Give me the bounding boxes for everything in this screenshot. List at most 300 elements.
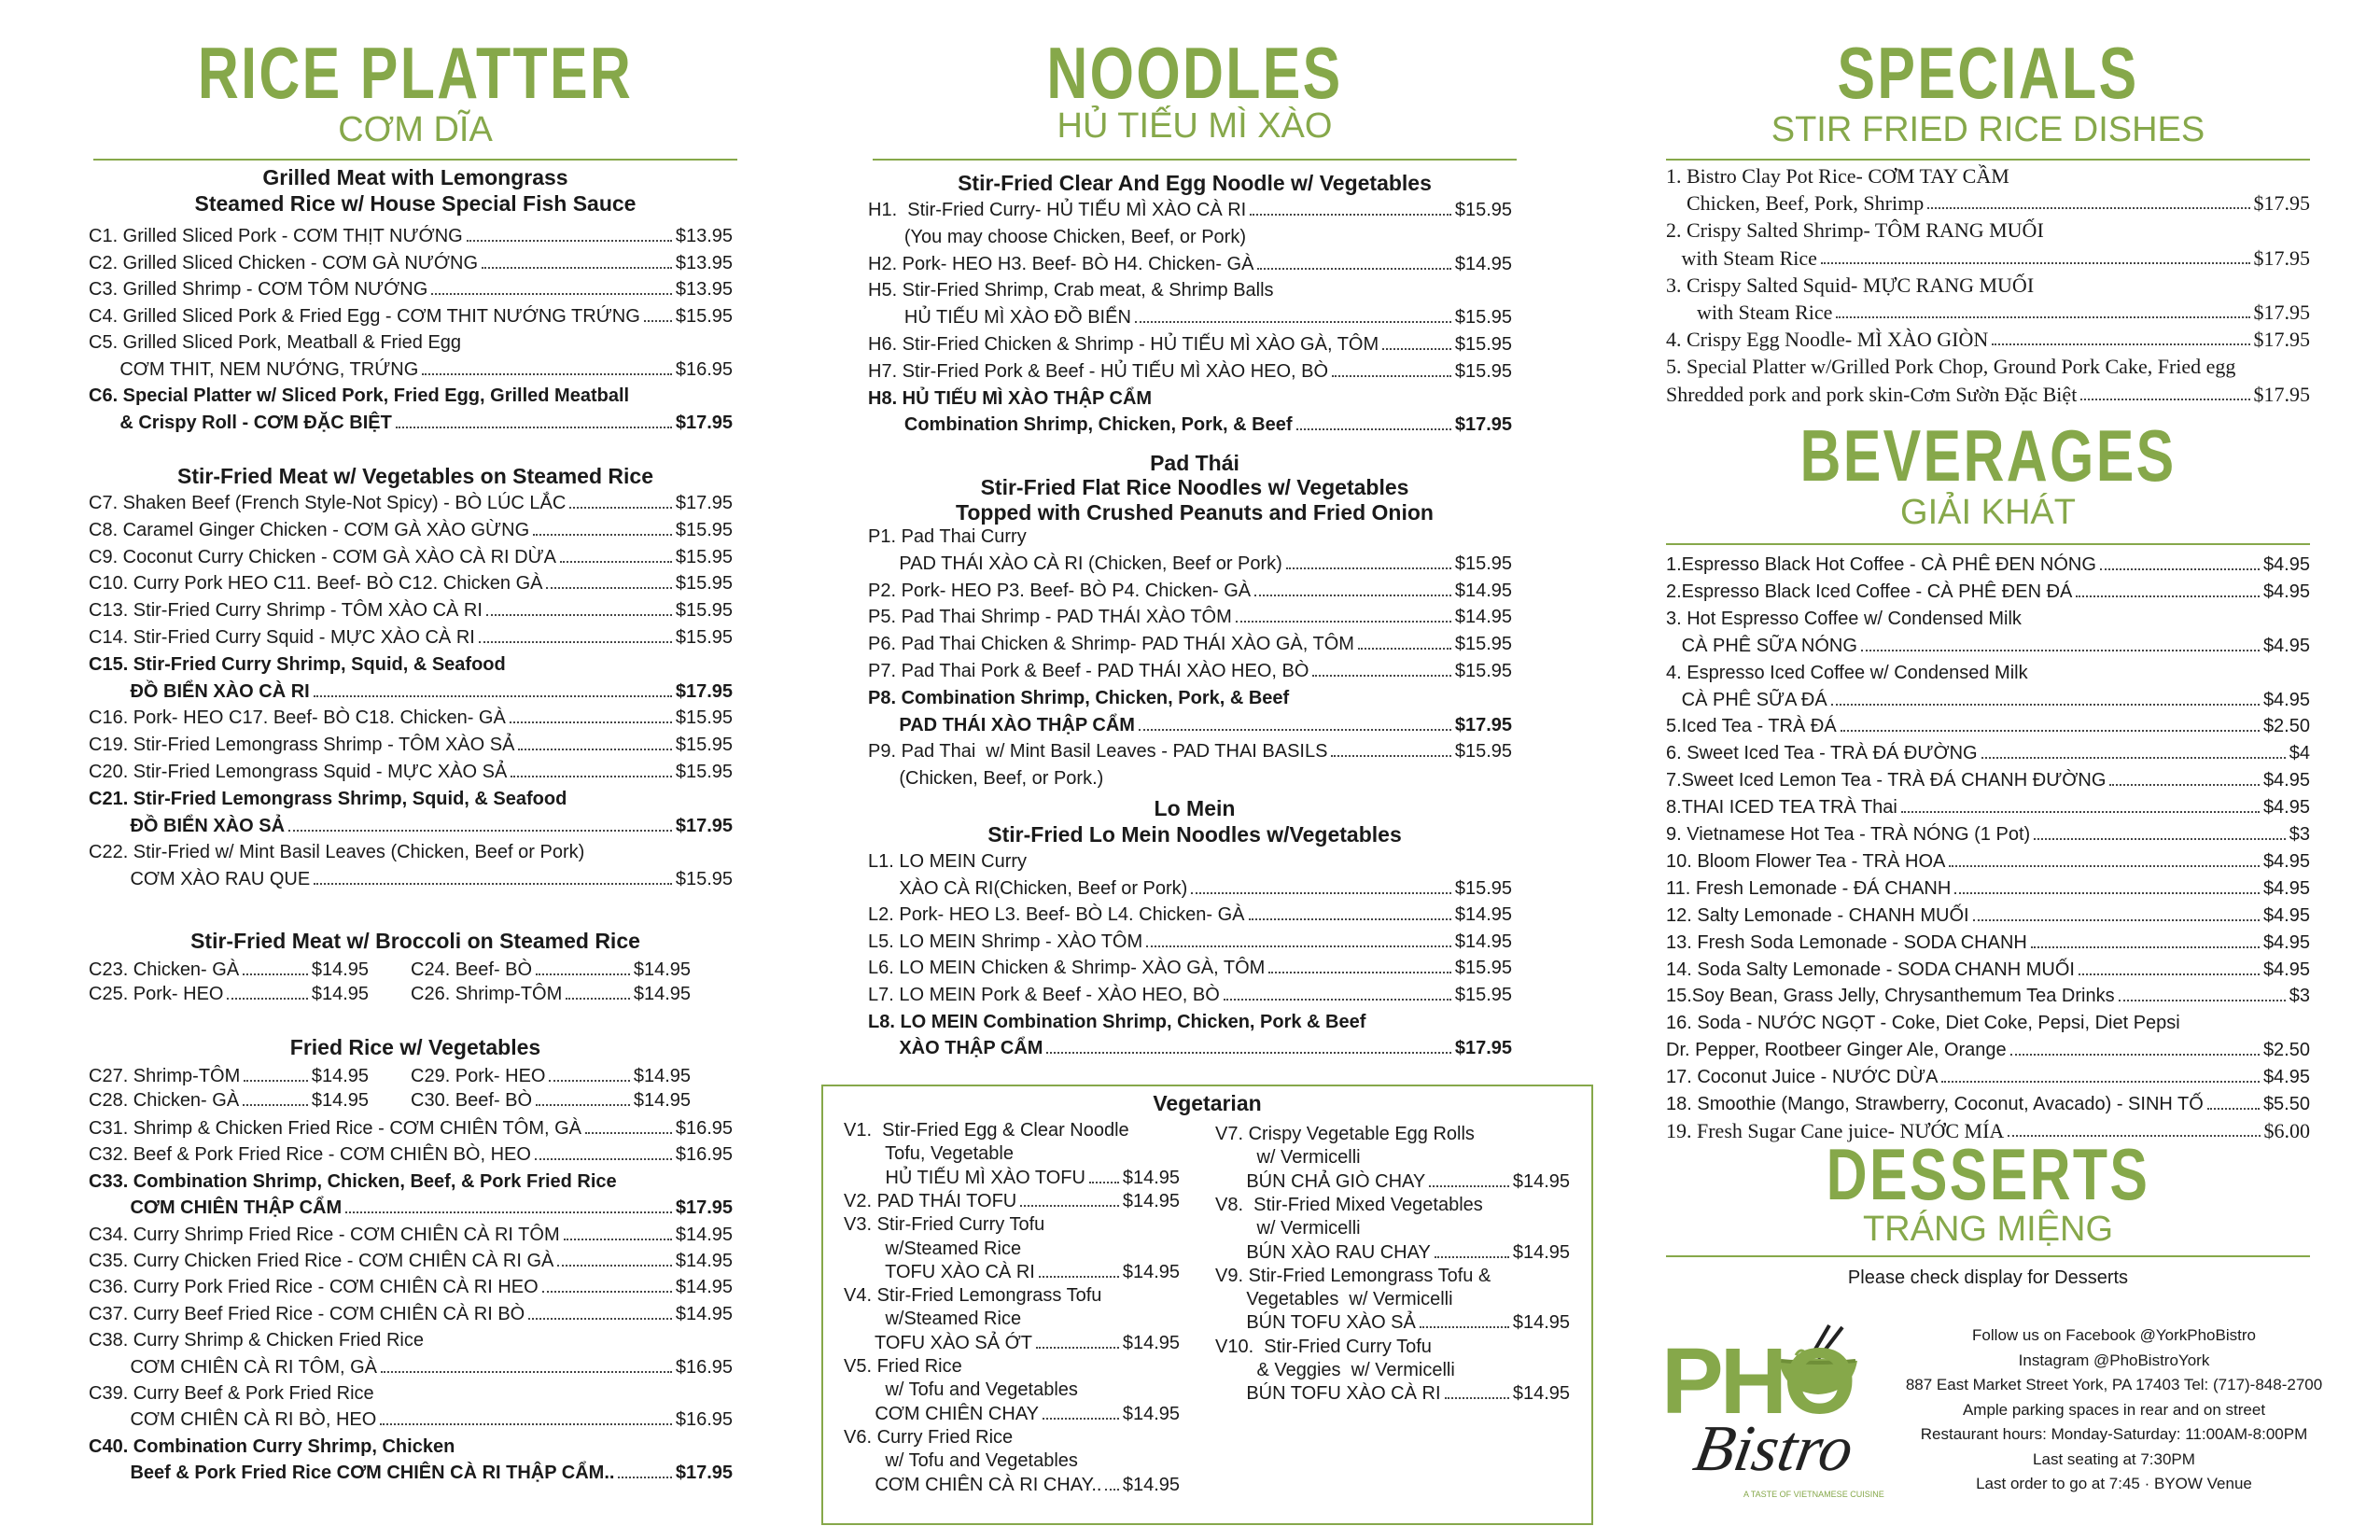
menu-item: [844, 1449, 1180, 1473]
menu-item-text: L5. LO MEIN Shrimp - XÀO TÔM: [868, 931, 1143, 952]
menu-item-price: $14.95: [675, 1303, 733, 1324]
menu-item-text: (Chicken, Beef, or Pork.): [868, 768, 1104, 790]
vegetarian-box: [821, 1085, 1593, 1525]
menu-item-price: $15.95: [1454, 877, 1512, 899]
menu-item-price: $15.95: [1454, 200, 1512, 220]
menu-item: [1666, 164, 2310, 189]
noodles-section-padthai-3: Topped with Crushed Peanuts and Fried Onion: [956, 500, 1434, 525]
menu-item-price: $17.95: [675, 815, 733, 836]
leader-dots: [1861, 650, 2260, 651]
menu-item-text: V10. Stir-Fried Curry Tofu: [1215, 1336, 1432, 1357]
menu-item-price: $16.95: [675, 1409, 733, 1431]
menu-item-text: 4. Espresso Iced Coffee w/ Condensed Milk: [1666, 662, 2028, 683]
menu-item-text: V5. Fried Rice: [844, 1356, 962, 1377]
desserts-title: DESSERTS: [1826, 1133, 2150, 1215]
menu-item-text: TOFU XÀO CÀ RI: [844, 1261, 1035, 1282]
leader-dots: [528, 1318, 672, 1320]
menu-item: [89, 251, 733, 275]
leader-dots: [380, 1423, 672, 1425]
menu-item-price: $15.95: [1454, 634, 1512, 655]
menu-item-price: $14.95: [1454, 580, 1512, 601]
leader-dots: [1445, 1397, 1509, 1399]
menu-item-price: $4.95: [2262, 904, 2310, 926]
menu-item: [89, 652, 733, 677]
menu-item-text: 8.THAI ICED TEA TRÀ Thai: [1666, 797, 1897, 819]
menu-item: [89, 679, 733, 704]
beverages-subtitle: GIẢI KHÁT: [1900, 493, 2076, 532]
menu-item: [89, 518, 733, 542]
menu-item-text: C30. Beef- BÒ: [411, 1090, 533, 1111]
menu-item-price: $15.95: [675, 600, 733, 622]
menu-item-text: Beef & Pork Fried Rice CƠM CHIÊN CÀ RI THẬP CẨM..: [89, 1463, 615, 1484]
desserts-divider: [1666, 1255, 2310, 1257]
menu-item: [89, 1381, 733, 1406]
menu-item-text: 6. Sweet Iced Tea - TRÀ ĐÁ ĐƯỜNG: [1666, 743, 1978, 764]
footer-line: Instagram @PhoBistroYork: [2018, 1351, 2210, 1369]
menu-item: [1215, 1287, 1570, 1311]
menu-item: [868, 686, 1512, 710]
menu-item: [1666, 741, 2310, 765]
menu-item: [868, 632, 1512, 656]
menu-item-price: $3: [2289, 824, 2310, 845]
menu-item: [89, 867, 733, 891]
menu-item: [89, 1249, 733, 1273]
menu-item-text: w/ Vermicelli: [1215, 1218, 1361, 1239]
menu-item-text: CƠM CHIÊN CÀ RI BÒ, HEO: [89, 1409, 377, 1431]
menu-item-text: P1. Pad Thai Curry: [868, 526, 1027, 547]
noodles-title: NOODLES: [1046, 32, 1343, 114]
menu-item-text: 11. Fresh Lemonade - ĐÁ CHANH: [1666, 877, 1952, 899]
menu-item-text: C21. Stir-Fried Lemongrass Shrimp, Squid, & Seafood: [89, 788, 567, 809]
menu-item-text: BÚN CHẢ GIÒ CHAY: [1215, 1170, 1426, 1192]
noodles-section-lomein-1: Lo Mein: [1154, 796, 1236, 820]
menu-item-text: 7.Sweet Iced Lemon Tea - TRÀ ĐÁ CHANH ĐƯỜNG: [1666, 770, 2107, 791]
menu-item: [868, 525, 1512, 549]
menu-item: [89, 598, 733, 623]
menu-item: [868, 766, 1512, 791]
menu-item-price: $17.95: [2253, 245, 2310, 270]
menu-item: [89, 706, 733, 730]
leader-dots: [1191, 892, 1451, 894]
menu-item-price: $4.95: [2262, 770, 2310, 791]
leader-dots: [2076, 595, 2260, 597]
menu-item-price: $14.95: [633, 984, 691, 1004]
menu-item-text: P8. Combination Shrimp, Chicken, Pork, & Beef: [868, 687, 1290, 708]
menu-item-text: 14. Soda Salty Lemonade - SODA CHANH MUỐI: [1666, 959, 2075, 980]
menu-item-text: C26. Shrimp-TÔM: [411, 984, 563, 1004]
menu-item: [844, 1212, 1180, 1237]
menu-item: [89, 277, 733, 301]
menu-item-price: $4.95: [2262, 797, 2310, 819]
beverages-divider: [1666, 543, 2310, 545]
menu-item: [1666, 580, 2310, 604]
leader-dots: [2031, 946, 2260, 948]
menu-item-text: HỦ TIẾU MÌ XÀO ĐỒ BIỂN: [868, 307, 1131, 329]
menu-item: [844, 1331, 1180, 1355]
menu-item-text: C34. Curry Shrimp Fried Rice - CƠM CHIÊN CÀ RI TÔM: [89, 1224, 560, 1245]
menu-item: [1666, 246, 2310, 271]
leader-dots: [1331, 755, 1450, 757]
menu-item-text: C6. Special Platter w/ Sliced Pork, Fried Egg, Grilled Meatball: [89, 385, 630, 406]
leader-dots: [1224, 999, 1451, 1001]
menu-item: [89, 1223, 733, 1247]
leader-dots: [1039, 1276, 1119, 1278]
menu-item: [868, 1036, 1512, 1060]
leader-dots: [1043, 1418, 1119, 1420]
menu-item-text: C25. Pork- HEO: [89, 984, 224, 1004]
menu-item: [844, 1473, 1180, 1497]
menu-item-text: (You may choose Chicken, Beef, or Pork): [868, 226, 1246, 247]
leader-dots: [546, 587, 671, 589]
leader-dots: [1105, 1489, 1118, 1491]
leader-dots: [2079, 973, 2260, 975]
menu-item-price: $4.95: [2262, 877, 2310, 899]
menu-item: [1215, 1264, 1570, 1288]
menu-item-text: V8. Stir-Fried Mixed Vegetables: [1215, 1194, 1483, 1215]
menu-item: [1666, 634, 2310, 658]
menu-item-price: $15.95: [675, 707, 733, 729]
menu-item-text: 18. Smoothie (Mango, Strawberry, Coconut, Avacado) - SINH TỐ: [1666, 1094, 2204, 1114]
leader-dots: [345, 1211, 672, 1213]
desserts-note: Please check display for Desserts: [1847, 1267, 2129, 1288]
leader-dots: [1927, 207, 2249, 209]
menu-item-text: C23. Chicken- GÀ: [89, 959, 240, 980]
menu-item-text: with Steam Rice: [1666, 245, 1817, 270]
menu-item-text: w/ Tofu and Vegetables: [844, 1450, 1078, 1472]
leader-dots: [243, 973, 308, 975]
menu-item: [868, 278, 1512, 302]
menu-item-price: $17.95: [2253, 328, 2310, 352]
menu-item-text: CƠM XÀO RAU QUE: [89, 869, 311, 890]
noodles-divider: [873, 159, 1517, 161]
logo-text-bistro: Bistro: [1688, 1413, 1859, 1485]
menu-item-text: C22. Stir-Fried w/ Mint Basil Leaves (Chicken, Beef or Pork): [89, 842, 585, 863]
footer-line: Ample parking spaces in rear and on street: [1962, 1400, 2266, 1419]
menu-item-text: P7. Pad Thai Pork & Beef - PAD THÁI XÀO HEO, BÒ: [868, 661, 1309, 681]
menu-item-price: $15.95: [675, 546, 733, 567]
leader-dots: [1831, 704, 2260, 706]
leader-dots: [1973, 919, 2260, 921]
menu-item-text: C33. Combination Shrimp, Chicken, Beef, & Pork Fried Rice: [89, 1170, 617, 1192]
menu-item-price: $15.95: [675, 735, 733, 756]
menu-item-price: $6.00: [2263, 1118, 2310, 1142]
menu-item-text: w/Steamed Rice: [844, 1238, 1022, 1259]
menu-item-text: Shredded pork and pork skin-Cơm Sườn Đặc Biệt: [1666, 382, 2078, 406]
menu-item-text: C20. Stir-Fried Lemongrass Squid - MỰC XÀO SẢ: [89, 762, 508, 782]
leader-dots: [535, 1158, 672, 1160]
menu-item-text: w/Steamed Rice: [844, 1309, 1022, 1330]
leader-dots: [1020, 1205, 1119, 1207]
leader-dots: [518, 749, 671, 750]
menu-item-text: ĐỒ BIỂN XÀO SẢ: [89, 815, 286, 836]
menu-item-price: $4: [2289, 743, 2310, 764]
leader-dots: [1312, 675, 1450, 677]
menu-item: [844, 1141, 1180, 1166]
menu-item: [411, 1088, 691, 1113]
menu-item: [1215, 1216, 1570, 1240]
logo-text-pho: PHO: [1661, 1329, 1853, 1434]
menu-item: [89, 411, 733, 435]
menu-item-price: $15.95: [675, 627, 733, 648]
menu-item-text: 12. Salty Lemonade - CHANH MUỐI: [1666, 904, 1969, 926]
menu-item-text: 5. Special Platter w/Grilled Pork Chop, Ground Pork Cake, Fried egg: [1666, 355, 2236, 379]
menu-item: [868, 876, 1512, 901]
menu-item-text: PAD THÁI XÀO CÀ RI (Chicken, Beef or Pork): [868, 553, 1282, 574]
menu-item-text: C29. Pork- HEO: [411, 1066, 546, 1086]
menu-item: [844, 1283, 1180, 1308]
menu-item-text: C4. Grilled Sliced Pork & Fried Egg - CƠM THIT NƯỚNG TRỨNG: [89, 305, 640, 327]
menu-item-price: $4.95: [2262, 635, 2310, 656]
pho-bistro-logo: [1652, 1316, 1904, 1512]
leader-dots: [536, 973, 630, 975]
menu-item: [844, 1378, 1180, 1402]
menu-item-price: $2.50: [2262, 1040, 2310, 1061]
menu-item-text: C16. Pork- HEO C17. Beef- BÒ C18. Chicken- GÀ: [89, 707, 506, 729]
logo-tagline: A TASTE OF VIETNAMESE CUISINE: [1743, 1490, 1884, 1499]
menu-item: [1215, 1169, 1570, 1194]
specials-subtitle: STIR FRIED RICE DISHES: [1771, 110, 2205, 149]
menu-item-price: $14.95: [675, 1224, 733, 1245]
menu-item: [1666, 768, 2310, 792]
menu-item: [1666, 607, 2310, 631]
menu-item-price: $15.95: [675, 573, 733, 595]
menu-item-price: $14.95: [1454, 253, 1512, 274]
menu-item: [89, 1328, 733, 1352]
leader-dots: [1429, 1185, 1509, 1187]
menu-item-text: ĐỒ BIỂN XÀO CÀ RI: [89, 680, 310, 702]
menu-item-text: 1. Bistro Clay Pot Rice- CƠM TAY CẦM: [1666, 164, 2009, 188]
menu-item-text: C28. Chicken- GÀ: [89, 1090, 240, 1111]
leader-dots: [1257, 268, 1450, 270]
menu-item-price: $14.95: [311, 984, 369, 1004]
menu-item-text: 2.Espresso Black Iced Coffee - CÀ PHÊ ĐEN ĐÁ: [1666, 581, 2073, 602]
menu-item-price: $17.95: [2253, 191, 2310, 216]
leader-dots: [2119, 1000, 2286, 1001]
menu-item: [1666, 273, 2310, 298]
menu-item-price: $17.95: [675, 1463, 733, 1484]
menu-item-text: V4. Stir-Fried Lemongrass Tofu: [844, 1285, 1102, 1307]
menu-item: [1666, 714, 2310, 738]
menu-item: [411, 1064, 691, 1088]
menu-item-text: Chicken, Beef, Pork, Shrimp: [1666, 191, 1925, 216]
menu-item-text: BÚN TOFU XÀO SẢ: [1215, 1312, 1416, 1334]
menu-item-text: w/ Vermicelli: [1215, 1147, 1361, 1169]
menu-item-text: BÚN TOFU XÀO CÀ RI: [1215, 1383, 1441, 1405]
menu-item: [89, 733, 733, 757]
menu-item-text: 15.Soy Bean, Grass Jelly, Chrysanthemum Tea Drinks: [1666, 986, 2115, 1007]
menu-item: [1666, 1011, 2310, 1035]
rice-section-broccoli: Stir-Fried Meat w/ Broccoli on Steamed Rice: [190, 929, 640, 953]
menu-item-text: & Crispy Roll - CƠM ĐẶC BIỆT: [89, 412, 392, 433]
menu-item-price: $14.95: [1122, 1190, 1180, 1211]
menu-item: [844, 1425, 1180, 1449]
beverages-title: BEVERAGES: [1799, 414, 2177, 497]
menu-item-text: C24. Beef- BÒ: [411, 959, 533, 980]
leader-dots: [2109, 784, 2260, 786]
menu-item-text: L7. LO MEIN Pork & Beef - XÀO HEO, BÒ: [868, 985, 1220, 1005]
menu-item-text: 1.Espresso Black Hot Coffee - CÀ PHÊ ĐEN NÓNG: [1666, 554, 2096, 575]
menu-item: [89, 1088, 369, 1113]
menu-item: [868, 713, 1512, 737]
menu-item-price: $14.95: [311, 1066, 369, 1086]
leader-dots: [557, 1265, 671, 1267]
menu-item-text: P5. Pad Thai Shrimp - PAD THÁI XÀO TÔM: [868, 607, 1232, 628]
menu-item: [868, 849, 1512, 874]
menu-item-price: $15.95: [1454, 334, 1512, 355]
leader-dots: [510, 721, 672, 723]
menu-item: [1666, 876, 2310, 901]
menu-item: [89, 384, 733, 408]
menu-item-price: $15.95: [1454, 360, 1512, 382]
menu-item: [868, 552, 1512, 576]
menu-item: [89, 1116, 733, 1141]
menu-item-text: C37. Curry Beef Fried Rice - CƠM CHIÊN CÀ RI BÒ: [89, 1303, 525, 1324]
menu-item-text: 19. Fresh Sugar Cane juice- NƯỚC MÍA: [1666, 1118, 2005, 1142]
menu-item: [844, 1118, 1180, 1142]
menu-item-price: $14.95: [675, 1251, 733, 1271]
leader-dots: [1941, 1081, 2260, 1083]
leader-dots: [1420, 1326, 1509, 1328]
menu-item-text: L1. LO MEIN Curry: [868, 851, 1028, 872]
menu-item-price: $14.95: [633, 1066, 691, 1086]
menu-item: [1666, 688, 2310, 712]
leader-dots: [1139, 729, 1451, 731]
leader-dots: [1949, 865, 2260, 867]
menu-item-text: P6. Pad Thai Chicken & Shrimp- PAD THÁI XÀO GÀ, TÔM: [868, 634, 1354, 655]
noodles-section-padthai-2: Stir-Fried Flat Rice Noodles w/ Vegetables: [980, 475, 1409, 499]
menu-item: [844, 1307, 1180, 1331]
leader-dots: [1981, 757, 2286, 759]
menu-item: [1666, 553, 2310, 577]
menu-item: [1666, 1065, 2310, 1089]
menu-item: [868, 386, 1512, 411]
menu-item: [89, 491, 733, 515]
menu-item-text: C19. Stir-Fried Lemongrass Shrimp - TÔM XÀO SẢ: [89, 735, 515, 756]
menu-item: [868, 332, 1512, 357]
rice-platter-divider: [93, 159, 737, 161]
leader-dots: [243, 1104, 308, 1106]
menu-item-text: C31. Shrimp & Chicken Fried Rice - CƠM CHIÊN TÔM, GÀ: [89, 1118, 581, 1139]
menu-item-text: V3. Stir-Fried Curry Tofu: [844, 1214, 1045, 1236]
rice-section-stirfried: Stir-Fried Meat w/ Vegetables on Steamed Rice: [177, 464, 653, 488]
menu-item-price: $4.95: [2262, 554, 2310, 575]
menu-item-text: 9. Vietnamese Hot Tea - TRÀ NÓNG (1 Pot): [1666, 824, 2031, 845]
menu-item-price: $14.95: [675, 1277, 733, 1298]
menu-item-text: C10. Curry Pork HEO C11. Beef- BÒ C12. Chicken GÀ: [89, 573, 543, 595]
menu-item: [844, 1354, 1180, 1379]
menu-item-text: C2. Grilled Sliced Chicken - CƠM GÀ NƯỚNG: [89, 252, 479, 273]
menu-item-text: XÀO CÀ RI(Chicken, Beef or Pork): [868, 877, 1188, 899]
menu-item-price: $13.95: [675, 279, 733, 300]
noodles-section-clear-egg: Stir-Fried Clear And Egg Noodle w/ Vegetables: [958, 171, 1432, 195]
menu-item: [1215, 1358, 1570, 1382]
menu-item-text: C9. Coconut Curry Chicken - CƠM GÀ XÀO CÀ RI DỪA: [89, 546, 557, 567]
menu-item: [89, 982, 369, 1006]
menu-item-price: $14.95: [1122, 1403, 1180, 1424]
leader-dots: [1821, 262, 2250, 264]
leader-dots: [536, 1104, 630, 1106]
menu-item-text: H2. Pork- HEO H3. Beef- BÒ H4. Chicken- GÀ: [868, 253, 1254, 274]
menu-item-price: $13.95: [675, 252, 733, 273]
specials-title: SPECIALS: [1837, 32, 2139, 114]
leader-dots: [1146, 945, 1451, 947]
menu-item-price: $16.95: [675, 1118, 733, 1139]
menu-item: [411, 958, 691, 982]
menu-item: [89, 1461, 733, 1485]
menu-item: [89, 330, 733, 355]
menu-item-text: 4. Crispy Egg Noodle- MÌ XÀO GIÒN: [1666, 328, 1989, 352]
menu-item: [868, 903, 1512, 927]
menu-item: [1666, 301, 2310, 325]
leader-dots: [1836, 316, 2249, 318]
leader-dots: [1254, 595, 1451, 596]
menu-item-text: 17. Coconut Juice - NƯỚC DỪA: [1666, 1067, 1939, 1088]
menu-item: [89, 357, 733, 382]
menu-item: [1666, 795, 2310, 819]
vegetarian-title: Vegetarian: [1153, 1091, 1262, 1115]
menu-item: [89, 1355, 733, 1379]
menu-item-text: 3. Hot Espresso Coffee w/ Condensed Milk: [1666, 608, 2022, 629]
menu-item-text: with Steam Rice: [1666, 301, 1833, 324]
menu-item: [89, 814, 733, 838]
menu-item: [89, 571, 733, 595]
menu-item: [868, 579, 1512, 603]
menu-item-price: $14.95: [311, 959, 369, 980]
menu-item-text: BÚN XÀO RAU CHAY: [1215, 1241, 1431, 1263]
menu-item-price: $16.95: [675, 1144, 733, 1166]
menu-item-price: $17.95: [675, 412, 733, 433]
leader-dots: [1435, 1256, 1509, 1258]
menu-item-price: $15.95: [1454, 307, 1512, 329]
leader-dots: [1286, 567, 1451, 569]
menu-item: [411, 982, 691, 1006]
leader-dots: [1841, 730, 2260, 732]
menu-item-text: L2. Pork- HEO L3. Beef- BÒ L4. Chicken- GÀ: [868, 904, 1245, 926]
menu-item-text: C8. Caramel Ginger Chicken - CƠM GÀ XÀO GỪNG: [89, 519, 530, 540]
menu-item-text: V7. Crispy Vegetable Egg Rolls: [1215, 1124, 1475, 1144]
menu-item-text: Vegetables w/ Vermicelli: [1215, 1289, 1453, 1310]
leader-dots: [1046, 1052, 1450, 1054]
leader-dots: [288, 830, 672, 832]
menu-item-text: C3. Grilled Shrimp - CƠM TÔM NƯỚNG: [89, 279, 428, 300]
menu-item: [868, 930, 1512, 954]
desserts-subtitle: TRÁNG MIỆNG: [1862, 1210, 2114, 1249]
footer-line: 887 East Market Street York, PA 17403 Tel: (717)-848-2700: [1905, 1376, 2323, 1393]
menu-item: [868, 605, 1512, 629]
leader-dots: [644, 320, 672, 322]
leader-dots: [2080, 399, 2249, 400]
leader-dots: [244, 1080, 308, 1082]
menu-item: [89, 545, 733, 569]
leader-dots: [564, 1239, 672, 1240]
footer-line: Restaurant hours: Monday-Saturday: 11:00AM-8:00PM: [1920, 1425, 2308, 1443]
specials-divider: [1666, 159, 2310, 161]
footer-line: Last order to go at 7:45 · BYOW Venue: [1976, 1475, 2252, 1492]
menu-item-text: 3. Crispy Salted Squid- MỰC RANG MUỐI: [1666, 273, 2035, 297]
menu-item: [844, 1260, 1180, 1284]
menu-item-price: $14.95: [1512, 1312, 1570, 1334]
menu-item: [1666, 822, 2310, 847]
menu-item-text: w/ Tofu and Vegetables: [844, 1379, 1078, 1401]
menu-item-price: $14.95: [1122, 1332, 1180, 1353]
menu-item-price: $14.95: [1512, 1383, 1570, 1405]
menu-item-price: $14.95: [633, 1090, 691, 1111]
leader-dots: [585, 1132, 672, 1134]
menu-item: [89, 224, 733, 248]
leader-dots: [314, 883, 672, 885]
menu-item-text: C15. Stir-Fried Curry Shrimp, Squid, & Seafood: [89, 653, 506, 675]
leader-dots: [1332, 375, 1451, 377]
